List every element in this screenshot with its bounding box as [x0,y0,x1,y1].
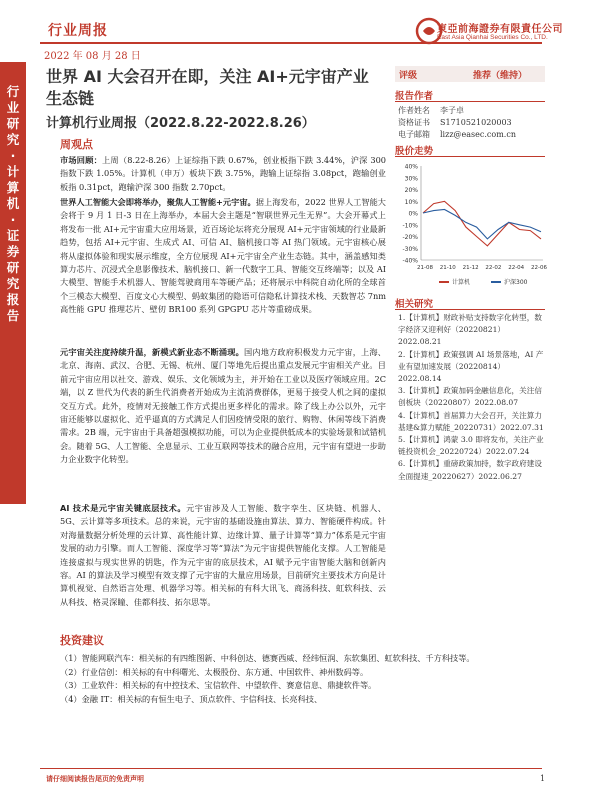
report-type: 行业周报 [48,23,108,39]
recommendation-item: （3）工业软件：相关标的有中控技术、宝信软件、中望软件、赛意信息、鼎捷软件等。 [60,680,377,691]
sidebar-char: 业 [6,100,20,115]
y-tick-label: 0% [408,210,418,218]
p2-lead: 世界人工智能大会即将举办，聚焦人工智能+元宇宙。 [60,197,256,207]
side-category-bar [0,62,26,504]
p3-text: 国内地方政府积极发力元宇宙，上海、北京、海南、武汉、合肥、无锡、杭州、厦门等地先后提出重点发展元宇宙相关产业。目前元宇宙应用以社交、游戏、娱乐、文化领域为主，并开始在工业以及医疗领域应用。2C 端，以 Z 世代为代表的新生代消费者开始成为主流消费群体，更易于接受人机之间的虚拟交互方式。此外，疫情对无接触工作方式提出更多样化的需求。除了线上办公以外，元宇宙还能够以虚拟化、近乎逼真的方式满足人们因疫情受限的旅行、购物、休闲等线下消费需求。2B 端，元宇宙由于具备超强模拟功能，可以为企业提供低成本的实验场景和试错机会。随着 5G、人工智能、全息显示、工业互联网等技术的融合应用，元宇宙有望进一步助力企业数字化转型。 [60,347,386,465]
header-rule [40,42,542,44]
legend-label: 沪深300 [504,279,528,286]
sidebar-char: 研 [6,260,20,275]
recommendation-item: （2）行业信创：相关标的有中科曙光、太极股份、东方通、中国软件、神州数码等。 [60,666,369,677]
analyst-cert-row: 资格证书 S1710521020003 [398,118,512,127]
y-tick-label: 30% [404,175,418,183]
x-tick-label: 21-12 [462,265,479,271]
x-tick-label: 21-10 [439,265,456,271]
analyst-name: 李子卓 [440,106,464,115]
page-number: 1 [540,774,546,783]
footer-rule [40,768,542,769]
related-item[interactable]: 3.【计算机】政策加码金融信息化，关注信创板块（20220807）2022.08.07 [398,386,542,408]
rating-label: 评级 [399,71,418,81]
sidebar-char: 告 [6,308,20,323]
p3-lead: 元宇宙关注度持续升温，新模式新业态不断涌现。 [60,347,244,357]
sidebar-char: 机 [6,196,20,211]
related-item[interactable]: 5.【计算机】鸿蒙 3.0 即将发布，关注产业链投资机会_20220724）2022.07.24 [398,435,544,457]
analyst-email-row[interactable]: 电子邮箱 lizz@easec.com.cn [398,130,516,139]
report-date: 2022 年 08 月 28 日 [44,51,141,62]
p1-lead: 市场回顾： [60,155,103,165]
footer-disclaimer: 请仔细阅读报告尾页的免责声明 [46,775,144,783]
body-paragraph-3 [60,346,386,467]
x-tick-label: 22-02 [485,265,502,271]
related-item[interactable]: 4.【计算机】首届算力大会召开，关注算力基建&算力赋能_20220731）2022.07.31 [398,410,544,432]
related-research-list [398,312,546,483]
body-paragraph-2 [60,196,386,317]
body-paragraph-1 [60,154,386,194]
report-title: 世界 AI 大会召开在即，关注 AI+元宇宙产业生态链 [46,67,369,108]
x-tick-label: 22-06 [531,265,547,271]
sidebar-char: 究 [6,132,20,147]
section-recommendation: 投资建议 [60,634,104,647]
analyst-section-title: 报告作者 [395,91,434,102]
body-paragraph-4 [60,502,386,609]
x-tick-label: 22-04 [508,265,525,271]
section-highlights: 周观点 [60,138,93,151]
legend-label: 计算机 [452,279,471,286]
stock-rule [395,156,545,157]
sidebar-char: 研 [6,116,20,131]
x-tick-label: 21-08 [417,265,433,271]
rating-value: 推荐（维持） [473,71,528,81]
related-rule [395,309,545,310]
y-tick-label: -30% [402,245,418,253]
company-name-en: East Asia Qianhai Securities Co., LTD. [437,34,548,41]
related-item[interactable]: 1.【计算机】财政补贴支持数字化转型，数字经济又迎利好（20220821）2022.08.21 [398,313,542,347]
y-tick-label: 10% [404,198,418,206]
y-tick-label: -20% [402,234,418,241]
p2-text: 据上海发布，2022 世界人工智能大会将于 9 月 1 日-3 日在上海举办，本届大会主题是“智联世界元生无界”。大会开幕式上将发布一批 AI+元宇宙重大应用场景，近百场论坛将充分展现 AI+元宇宙领域的行业最新趋势，包括 AI+元宇宙、生成式 AI、可信 AI、脑机接口等 AI 热门领域。元宇宙核心展将从虚拟体验和现实展示维度，全方位展现 AI+元宇宙全产业生态链。其中，涵盖感知类算力芯片、沉浸式全息影像技术、脑机接口、新一代数字工具、智能交互终端等；以及 AI 大模型、智能手术机器人、智能驾驶商用车等硬产品；还将展示中科院自动化所的全球首个三模态大模型、百度文心大模型、蚂蚁集团的隐语可信隐私计算技术栈、天数智芯 7nm 高性能 GPU 推理芯片、壁仞 BR100 系列 GPGPU 芯片等重磅成果。 [60,197,386,315]
y-tick-label: -40% [402,257,418,265]
recommendation-item: （1）智能网联汽车：相关标的有四维图新、中科创达、德赛西威、经纬恒润、东软集团、虹软科技、千方科技等。 [60,653,475,663]
related-item[interactable]: 6.【计算机】重磅政策加持，数字政府建设全面提速_20220627）2022.06.27 [398,459,542,481]
related-section-title: 相关研究 [395,299,434,310]
analyst-cert: S1710521020003 [440,118,512,127]
report-subtitle: 计算机行业周报（2022.8.22-2022.8.26） [46,116,315,131]
y-tick-label: 20% [404,187,418,194]
p4-lead: AI 技术是元宇宙关键底层技术。 [60,503,187,513]
sidebar-char: · [10,148,16,163]
sidebar-char: 行 [6,84,20,99]
series-line-1 [423,210,541,239]
y-tick-label: 40% [404,163,418,171]
sidebar-char: 证 [6,228,20,243]
analyst-email[interactable]: lizz@easec.com.cn [440,130,516,139]
stock-section-title: 股价走势 [395,146,434,157]
company-name-cn: 東亞前海證券有限責任公司 [437,24,563,35]
stock-trend-chart [395,160,547,295]
p4-text: 元宇宙涉及人工智能、数字孪生、区块链、机器人、5G、云计算等多项技术。总的来说，元宇宙的基础设施由算法、算力、智能硬件构成。针对海量数据分析处理的云计算、高性能计算、边缘计算、量子计算等“算力”体系是元宇宙发展的动力引擎。而人工智能、深度学习等“算法”为元宇宙提供智能化支撑。人工智能是连接虚拟与现实世界的钥匙，作为元宇宙的底层技术，AI 赋予元宇宙智能大脑和创新内容。AI 的算法及学习模型有效支撑了元宇宙的大量应用场景，目前研究主要技术方向是计算机视觉、自然语言处理、机器学习等。相关标的有科大讯飞、商汤科技、虹软科技、云从科技、格灵深瞳、佳都科技、拓尔思等。 [60,503,386,607]
recommendation-item: （4）金融 IT：相关标的有恒生电子、顶点软件、宇信科技、长亮科技、 [60,693,323,704]
sidebar-char: 计 [6,164,20,179]
recommendation-list [60,652,530,706]
rating-box [395,66,545,82]
sidebar-char: 究 [6,276,20,291]
series-line-0 [423,201,541,246]
analyst-name-row: 作者姓名 李子卓 [398,106,464,115]
sidebar-char: 报 [6,292,20,307]
sidebar-char: 券 [6,244,20,259]
sidebar-char: · [10,212,16,227]
y-tick-label: -10% [402,222,418,230]
analyst-rule [395,101,545,102]
sidebar-char: 算 [6,180,20,195]
p1-text: 上周（8.22-8.26）上证综指下跌 0.67%，创业板指下跌 3.44%，沪深 300 指数下跌 1.05%。计算机（申万）板块下跌 3.75%，跑输上证综指 3.08pct，跑输创业板指 0.31pct，跑输沪深 300 指数 2.70pct。 [60,155,386,192]
related-item[interactable]: 2.【计算机】政策强调 AI 场景落地，AI 产业有望加速发展（20220814）2022.08.14 [398,349,544,384]
